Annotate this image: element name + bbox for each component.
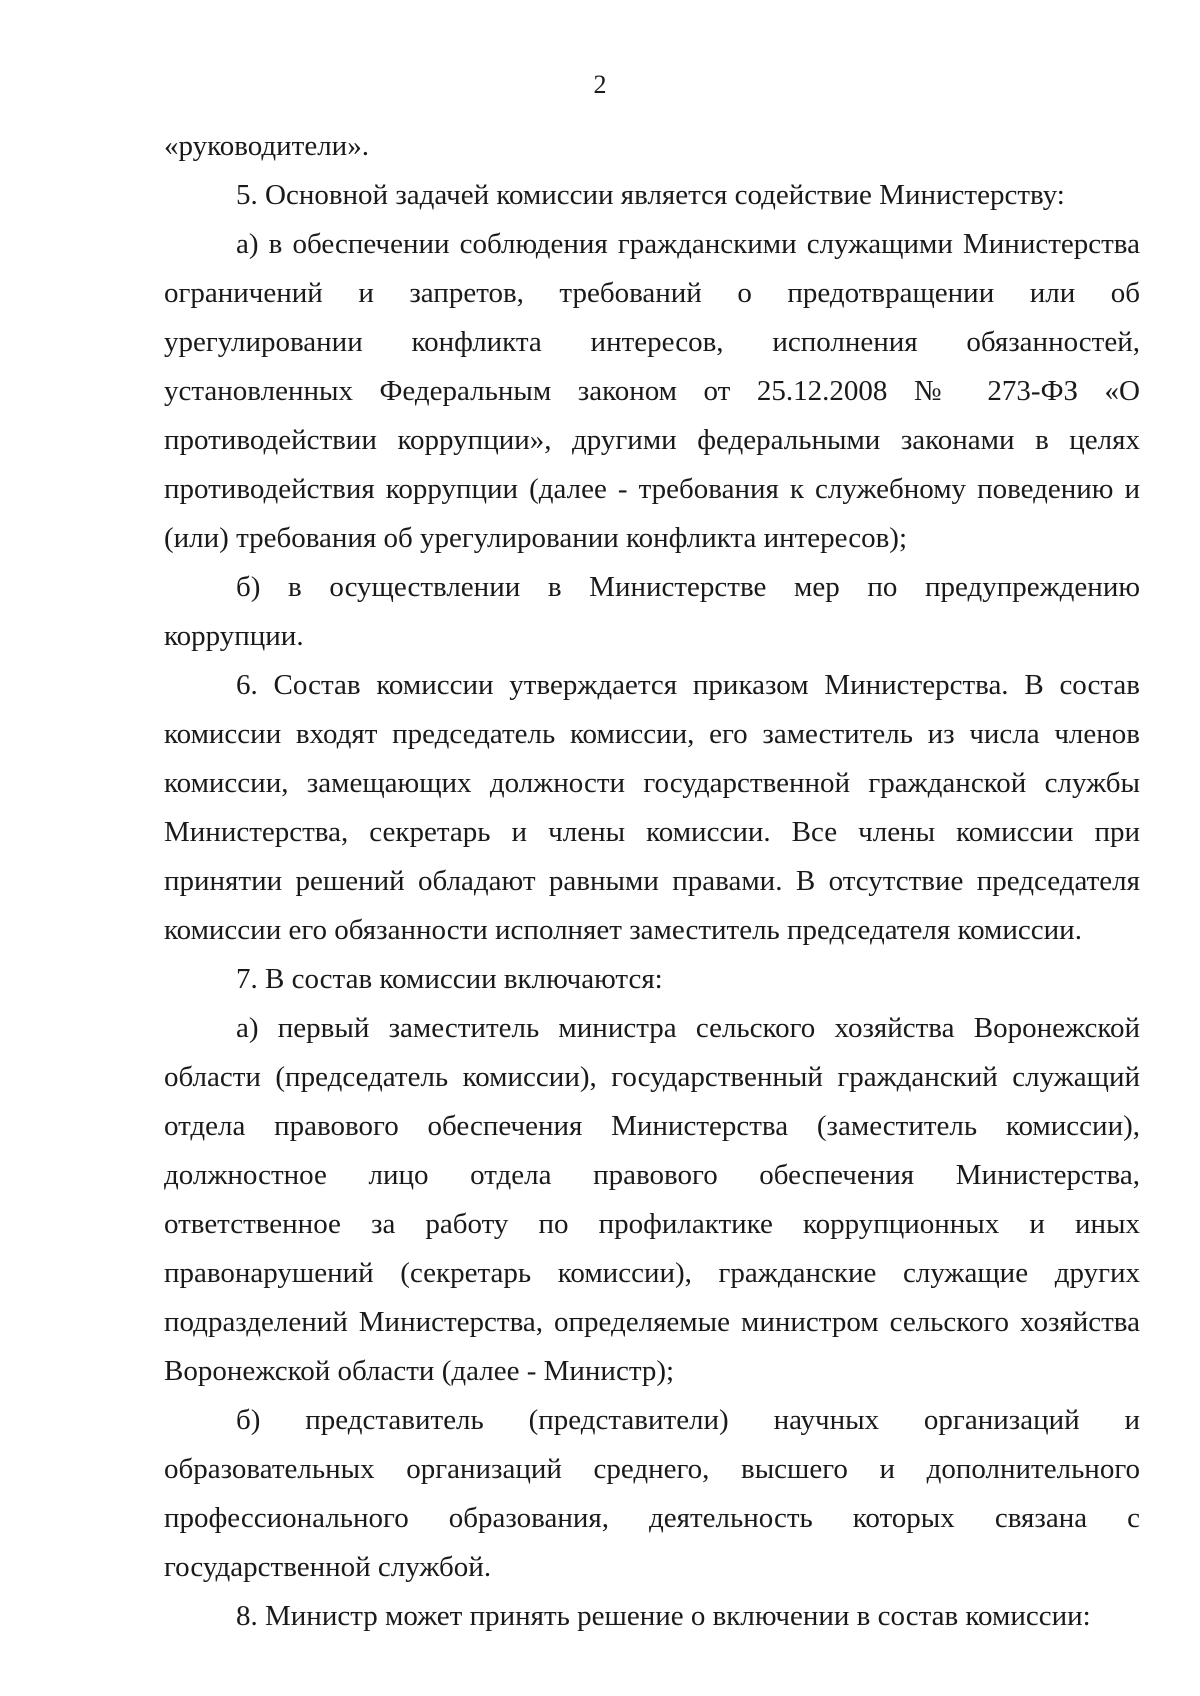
page-number: 2 [593, 70, 607, 99]
paragraph-item-5a: а) в обеспечении соблюдения гражданскими служащими Министерства ограничений и запретов, требований о предотвращении или об урегулировании конфликта интересов, исполнения обязанностей, установленных Федеральным законом от 25.12.2008 № 273-ФЗ «О противодействии коррупции», другими федеральными законами в целях противодействия коррупции (далее - требования к служебному поведению и (или) требования об урегулировании конфликта интересов); [164, 228, 1140, 554]
paragraph-continuation: «руководители». [164, 130, 369, 162]
paragraph-item-8: 8. Министр может принять решение о включении в состав комиссии: [236, 1600, 1091, 1632]
document-body [164, 122, 1140, 1641]
paragraph-item-5: 5. Основной задачей комиссии является содействие Министерству: [236, 179, 1065, 211]
paragraph-item-7b: б) представитель (представители) научных организаций и образовательных организаций среднего, высшего и дополнительного профессионального образования, деятельность которых связана с государственной службой. [164, 1404, 1140, 1583]
paragraph-item-7: 7. В состав комиссии включаются: [236, 963, 663, 995]
paragraph-item-6: 6. Состав комиссии утверждается приказом Министерства. В состав комиссии входят председатель комиссии, его заместитель из числа членов комиссии, замещающих должности государственной гражданской службы Министерства, секретарь и члены комиссии. Все члены комиссии при принятии решений обладают равными правами. В отсутствие председателя комиссии его обязанности исполняет заместитель председателя комиссии. [164, 669, 1140, 946]
paragraph-item-7a: а) первый заместитель министра сельского хозяйства Воронежской области (председатель комиссии), государственный гражданский служащий отдела правового обеспечения Министерства (заместитель комиссии), должностное лицо отдела правового обеспечения Министерства, ответственное за работу по профилактике коррупционных и иных правонарушений (секретарь комиссии), гражданские служащие других подразделений Министерства, определяемые министром сельского хозяйства Воронежской области (далее - Министр); [164, 1012, 1140, 1387]
paragraph-item-5b: б) в осуществлении в Министерстве мер по предупреждению коррупции. [164, 571, 1140, 652]
